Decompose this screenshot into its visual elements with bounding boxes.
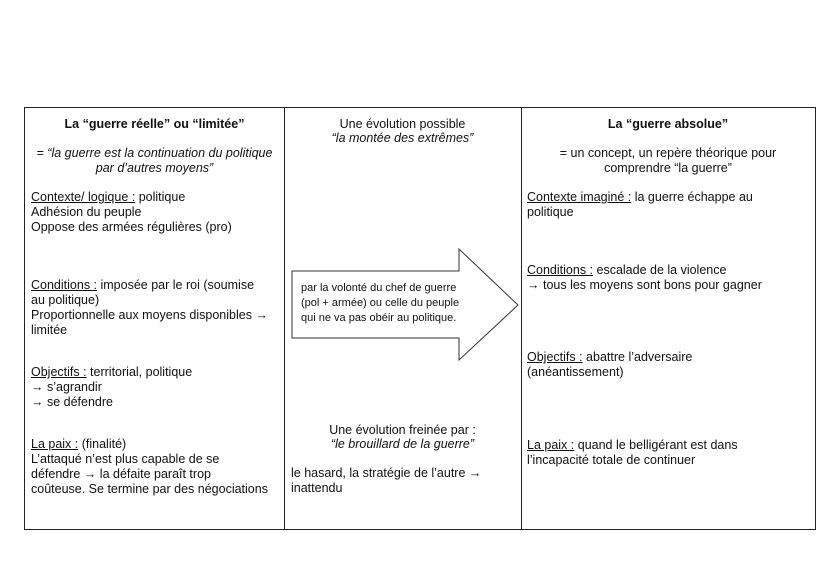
comparison-table xyxy=(24,107,816,530)
left-objectifs-line3: → se défendre xyxy=(31,395,113,409)
right-paix-text: quand le belligérant est dans xyxy=(574,438,738,452)
left-contexte xyxy=(31,190,185,205)
column-guerre-limitee xyxy=(25,108,284,529)
right-paix xyxy=(527,438,738,453)
right-paix-line2: l’incapacité totale de continuer xyxy=(527,453,696,467)
right-contexte-line2: politique xyxy=(527,205,574,219)
left-contexte-line2: Adhésion du peuple xyxy=(31,205,142,219)
right-conditions-line2: → tous les moyens sont bons pour gagner xyxy=(527,278,762,292)
left-conditions-label: Conditions : xyxy=(31,278,98,292)
left-conditions-line4: limitée xyxy=(31,323,68,337)
left-objectifs-label: Objectifs : xyxy=(31,365,87,379)
right-conditions xyxy=(527,263,726,278)
right-contexte-text: la guerre échappe au xyxy=(631,190,753,204)
brake-line1: le hasard, la stratégie de l’autre → xyxy=(291,466,482,480)
right-conditions-label: Conditions : xyxy=(527,263,594,277)
left-conditions-text: imposée par le roi (soumise xyxy=(97,278,255,292)
right-objectifs xyxy=(527,350,692,365)
left-paix-line4: coûteuse. Se termine par des négociations xyxy=(31,482,268,496)
right-objectifs-text: abattre l’adversaire xyxy=(582,350,693,364)
evolution-subtitle: “la montée des extrêmes” xyxy=(331,131,474,145)
left-objectifs-line2: → s’agrandir xyxy=(31,380,102,394)
arrow-text-line3: qui ne va pas obéir au politique. xyxy=(301,312,457,324)
left-conditions-line2: au politique) xyxy=(31,293,100,307)
left-paix-line2: L’attaqué n’est plus capable de se xyxy=(31,452,220,466)
column-evolution xyxy=(284,108,521,529)
left-quote-line1: = “la guerre est la continuation du politique xyxy=(36,146,273,160)
left-contexte-label: Contexte/ logique : xyxy=(31,190,136,204)
right-objectifs-label: Objectifs : xyxy=(527,350,583,364)
left-objectifs-text: territorial, politique xyxy=(86,365,193,379)
right-contexte-label: Contexte imaginé : xyxy=(527,190,632,204)
left-quote-line2: par d’autres moyens” xyxy=(95,161,214,175)
left-conditions xyxy=(31,278,254,293)
arrow-text-line2: (pol + armée) ou celle du peuple xyxy=(301,297,460,309)
right-paix-label: La paix : xyxy=(527,438,575,452)
arrow-text-line1: par la volonté du chef de guerre xyxy=(301,282,457,294)
left-paix-text: (finalité) xyxy=(78,437,127,451)
right-objectifs-line2: (anéantissement) xyxy=(527,365,624,379)
left-contexte-line3: Oppose des armées régulières (pro) xyxy=(31,220,232,234)
left-conditions-line3: Proportionnelle aux moyens disponibles → xyxy=(31,308,268,322)
column-guerre-absolue xyxy=(521,108,815,529)
left-paix xyxy=(31,437,126,452)
brake-line2: inattendu xyxy=(291,481,343,495)
right-concept-line2: comprendre “la guerre” xyxy=(604,161,732,175)
left-paix-line3: défendre → la défaite paraît trop xyxy=(31,467,211,481)
right-concept-line1: = un concept, un repère théorique pour xyxy=(559,146,777,160)
left-paix-label: La paix : xyxy=(31,437,79,451)
left-contexte-text: politique xyxy=(135,190,186,204)
right-contexte xyxy=(527,190,753,205)
left-objectifs xyxy=(31,365,192,380)
evolution-title: Une évolution possible xyxy=(339,117,466,131)
brake-title: Une évolution freinée par : xyxy=(329,423,476,437)
right-title: La “guerre absolue” xyxy=(607,117,729,131)
right-conditions-text: escalade de la violence xyxy=(593,263,727,277)
left-title: La “guerre réelle” ou “limitée” xyxy=(64,117,245,131)
brake-subtitle: “le brouillard de la guerre” xyxy=(330,437,475,451)
